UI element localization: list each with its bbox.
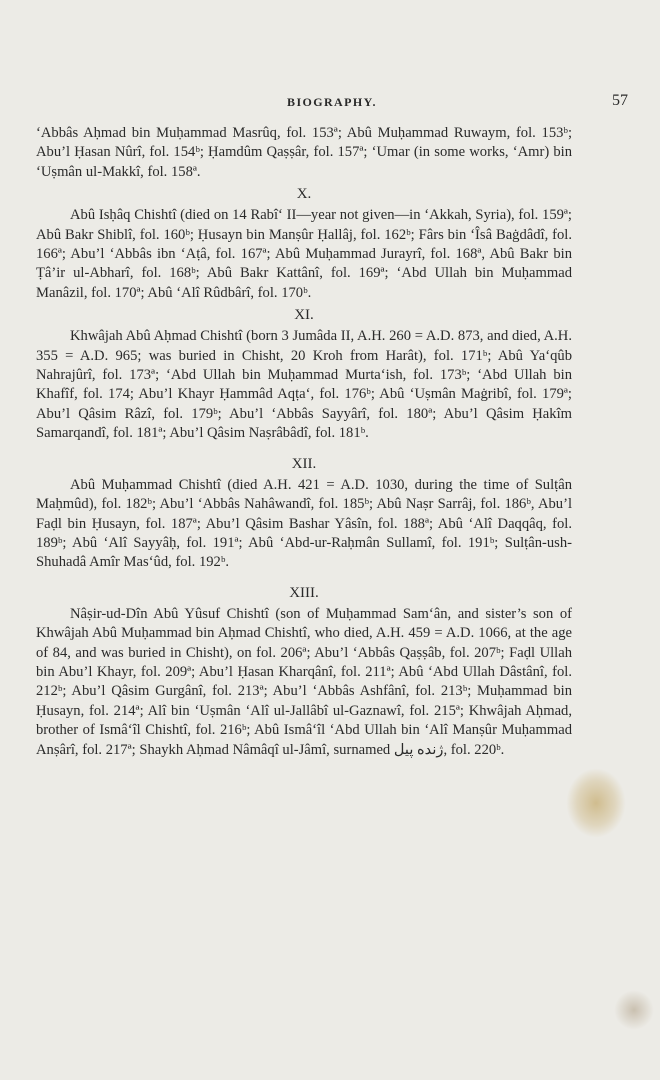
paragraph-section-xi: Khwâjah Abû Aḥmad Chishtî (born 3 Jumâda II, A.H. 260 = A.D. 873, and died, A.H. 355 = A.D. 965; was buried in Chisht, 20 Kroh from Harât), fol. 171ᵇ; Abû Ya‘qûb Nahrajûrî, fol. 173ª; ‘Abd Ullah bin Muḥammad Murta‘ish, fol. 173ᵇ; ‘Abd Ullah bin Khafîf, fol. 174; Abu’l Khayr Ḥammâd Aqṭa‘, fol. 176ᵇ; Abû ‘Uṣmân Maġribî, fol. 179ª; Abu’l Qâsim Râzî, fol. 179ᵇ; Abu’l ‘Abbâs Sayyârî, fol. 180ª; Abu’l Qâsim Ḥakîm Samarqandî, fol. 181ª; Abu’l Qâsim Naṣrâbâdî, fol. 181ᵇ. xyxy=(36,328,572,442)
paragraph-section-xii: Abû Muḥammad Chishtî (died A.H. 421 = A.D. 1030, during the time of Sulṭân Maḥmûd), fol. 182ᵇ; Abu’l ‘Abbâs Nahâwandî, fol. 185ᵇ; Abû Naṣr Sarrâj, fol. 186ᵇ, Abu’l Faḍl bin Ḥusayn, fol. 187ª; Abu’l Qâsim Bashar Yâsîn, fol. 188ª; Abû ‘Alî Daqqâq, fol. 189ᵇ; Abû ‘Alî Sayyâḥ, fol. 191ª; Abû ‘Abd-ur-Raḥmân Sullamî, fol. 191ᵇ; Sulṭân-ush-Shuhadâ Amîr Mas‘ûd, fol. 192ᵇ. xyxy=(36,476,572,571)
running-title: BIOGRAPHY. xyxy=(287,95,377,109)
section-heading-xi: XI. xyxy=(294,307,314,324)
paper-stain xyxy=(566,768,626,838)
page-body xyxy=(36,124,572,760)
paragraph-section-xiii: Nâṣir-ud-Dîn Abû Yûsuf Chishtî (son of Muḥammad Sam‘ân, and sister’s son of Khwâjah Abû Muḥammad bin Aḥmad Chishtî, who died, A.H. 459 = A.D. 1066, at the age of 84, and was buried in Chisht), on fol. 206ª; Abu’l ‘Abbâs Qaṣṣâb, fol. 207ᵇ; Faḍl Ullah bin Abu’l Khayr, fol. 209ª; Abu’l Ḥasan Kharqânî, fol. 211ª; Abû ‘Abd Ullah Dâstânî, fol. 212ᵇ; Abu’l Qâsim Gurgânî, fol. 213ª; Abu’l ‘Abbâs Ashfânî, fol. 213ᵇ; Muḥammad bin Ḥusayn, fol. 214ª; Alî bin ‘Uṣmân ‘Alî ul-Jallâbî ul-Gaznawî, fol. 215ª; Khwâjah Aḥmad, brother of Ismâ‘îl Chishtî, fol. 216ᵇ; Abû Ismâ‘îl ‘Abd Ullah bin ‘Alî Manṣûr Muḥammad Anṣârî, fol. 217ª; Shaykh Aḥmad Nâmâqî ul-Jâmî, surnamed ژنده پیل, fol. 220ᵇ. xyxy=(36,605,572,758)
section-heading-xiii: XIII. xyxy=(289,584,319,601)
section-heading-x: X. xyxy=(296,186,312,203)
section-heading-xii: XII. xyxy=(291,455,317,472)
page-number: 57 xyxy=(612,92,628,109)
paragraph-continued: ‘Abbâs Aḥmad bin Muḥammad Masrûq, fol. 153ª; Abû Muḥammad Ruwaym, fol. 153ᵇ; Abu’l Ḥasan Nûrî, fol. 154ᵇ; Ḥamdûm Qaṣṣâr, fol. 157ª; ‘Umar (in some works, ‘Amr) bin ‘Uṣmân ul-Makkî, fol. 158ª. xyxy=(36,125,572,180)
page-header xyxy=(36,92,628,117)
paper-stain-small xyxy=(614,990,654,1030)
paragraph-section-x: Abû Isḥâq Chishtî (died on 14 Rabî‘ II—year not given—in ‘Akkah, Syria), fol. 159ª; Abû Bakr Shiblî, fol. 160ᵇ; Ḥusayn bin Manṣûr Ḥallâj, fol. 162ᵇ; Fârs bin ‘Îsâ Baġdâdî, fol. 166ª; Abu’l ‘Abbâs ibn ‘Aṭâ, fol. 167ª; Abû Muḥammad Jurayrî, fol. 168ª, Abû Bakr bin Ṭâ’ir ul-Abharî, fol. 168ᵇ; Abû Bakr Kattânî, fol. 169ª; ‘Abd Ullah bin Muḥammad Manâzil, fol. 170ª; Abû ‘Alî Rûdbârî, fol. 170ᵇ. xyxy=(36,207,572,301)
